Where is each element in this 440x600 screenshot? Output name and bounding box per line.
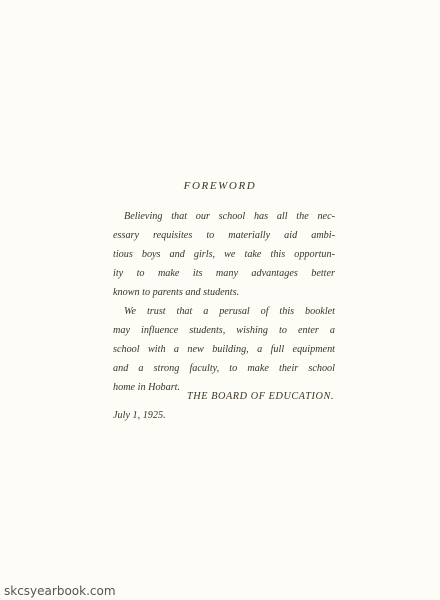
text-line: We trust that a perusal of this booklet <box>124 306 335 317</box>
text-line: essary requisites to materially aid ambi- <box>113 230 335 241</box>
site-watermark: skcsyearbook.com <box>4 584 116 598</box>
signature: THE BOARD OF EDUCATION. <box>187 391 334 402</box>
text-line: known to parents and students. <box>113 287 240 298</box>
text-line: school with a new building, a full equipment <box>113 344 335 355</box>
foreword-heading: FOREWORD <box>183 180 257 192</box>
text-line: home in Hobart. <box>113 382 181 393</box>
text-line: ity to make its many advantages better <box>113 268 335 279</box>
text-line: may influence students, wishing to enter a <box>113 325 335 336</box>
text-line: tious boys and girls, we take this opportun- <box>113 249 335 260</box>
text-line: Believing that our school has all the nec- <box>124 211 335 222</box>
text-line: and a strong faculty, to make their school <box>113 363 335 374</box>
date-line: July 1, 1925. <box>113 410 166 421</box>
